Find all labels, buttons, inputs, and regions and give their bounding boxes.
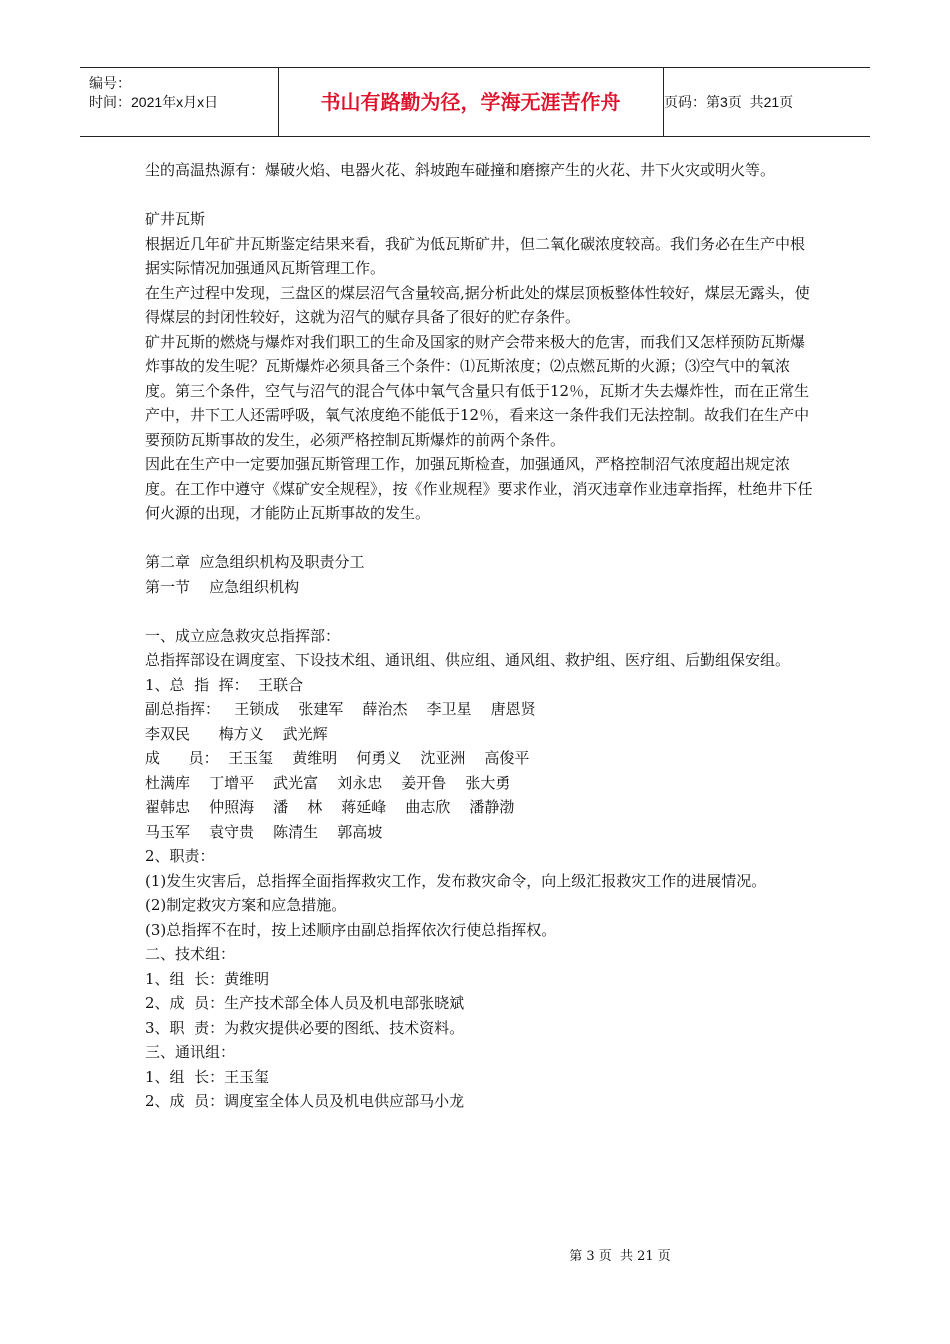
page-footer	[0, 1245, 950, 1264]
body-line: 杜满库 丁增平 武光富 刘永忠 姜开鲁 张大勇	[145, 773, 511, 792]
body-line: 李双民 梅方义 武光辉	[145, 724, 328, 743]
body-line: 矿井瓦斯的燃烧与爆炸对我们职工的生命及国家的财产会带来极大的危害，而我们又怎样预防瓦斯爆炸事故的发生呢？瓦斯爆炸必须具备三个条件：⑴瓦斯浓度；⑵点燃瓦斯的火源；⑶空气中的氧浓度。第三个条件，空气与沼气的混合气体中氧气含量只有低于12％，瓦斯才失去爆炸性，而在正常生产中，井下工人还需呼吸，氧气浓度绝不能低于12％，看来这一条件我们无法控制。故我们在生产中要预防瓦斯事故的发生，必须严格控制瓦斯爆炸的前两个条件。	[145, 332, 810, 449]
section-title: 第一节 应急组织机构	[145, 577, 300, 596]
header-motto: 书山有路勤为径，学海无涯苦作舟	[320, 90, 621, 114]
body-line: 根据近几年矿井瓦斯鉴定结果来看，我矿为低瓦斯矿井，但二氧化碳浓度较高。我们务必在生产中根据实际情况加强通风瓦斯管理工作。	[145, 234, 806, 277]
body-line: 1、组 长：黄维明	[145, 969, 270, 988]
blank-line	[145, 183, 815, 208]
chapter-title: 第二章 应急组织机构及职责分工	[145, 553, 365, 571]
header-page-number	[664, 68, 870, 136]
body-line: 三、通讯组：	[145, 1043, 236, 1061]
body-line: 2、成 员：生产技术部全体人员及机电部张晓斌	[145, 994, 465, 1012]
body-line: 成 员： 王玉玺 黄维明 何勇义 沈亚洲 高俊平	[145, 749, 530, 767]
footer-page-number: 第 3 页 共 21 页	[569, 1249, 671, 1264]
document-code: 编号：	[89, 75, 131, 91]
body-line: 2、职责：	[145, 847, 215, 865]
body-line: (3)总指挥不在时，按上述顺序由副总指挥依次行使总指挥权。	[145, 920, 557, 939]
body-line: 副总指挥： 王锁成 张建军 薛治杰 李卫星 唐恩贤	[145, 700, 536, 718]
body-line: 总指挥部设在调度室、下设技术组、通讯组、供应组、通风组、救护组、医疗组、后勤组保安组。	[145, 651, 791, 669]
body-line: 一、成立应急救灾总指挥部：	[145, 626, 341, 645]
blank-line	[145, 526, 815, 551]
body-line: 翟韩忠 仲照海 潘 林 蒋延峰 曲志欣 潘静渤	[145, 798, 515, 816]
body-line: 尘的高温热源有：爆破火焰、电器火花、斜坡跑车碰撞和磨擦产生的火花、井下火灾或明火等。	[145, 161, 776, 179]
header-page-label: 页码：第3页 共21页	[664, 94, 794, 110]
body-line: 1、总 指 挥： 王联合	[145, 675, 304, 694]
body-line: 马玉军 袁守贵 陈清生 郭高坡	[145, 822, 383, 841]
body-line: 2、成 员：调度室全体人员及机电供应部马小龙	[145, 1092, 465, 1110]
section-title-gas: 矿井瓦斯	[145, 210, 206, 228]
document-date: 时间：2021年x月x日	[89, 94, 219, 110]
document-body	[145, 158, 815, 1114]
body-line: 在生产过程中发现，三盘区的煤层沼气含量较高,据分析此处的煤层顶板整体性较好，煤层无露头，使得煤层的封闭性较好，这就为沼气的赋存具备了很好的贮存条件。	[145, 283, 810, 326]
page-header	[80, 67, 870, 137]
body-line: 1、组 长：王玉玺	[145, 1067, 270, 1086]
body-line: (2)制定救灾方案和应急措施。	[145, 896, 347, 914]
body-line: 二、技术组：	[145, 945, 236, 963]
header-meta	[80, 68, 278, 136]
body-line: 因此在生产中一定要加强瓦斯管理工作，加强瓦斯检查，加强通风，严格控制沼气浓度超出规定浓度。在工作中遵守《煤矿安全规程》，按《作业规程》要求作业，消灭违章作业违章指挥，杜绝井下任何火源的出现，才能防止瓦斯事故的发生。	[145, 455, 813, 522]
blank-line	[145, 599, 815, 624]
body-line: (1)发生灾害后，总指挥全面指挥救灾工作，发布救灾命令，向上级汇报救灾工作的进展情况。	[145, 871, 767, 890]
body-line: 3、职 责：为救灾提供必要的图纸、技术资料。	[145, 1018, 465, 1037]
